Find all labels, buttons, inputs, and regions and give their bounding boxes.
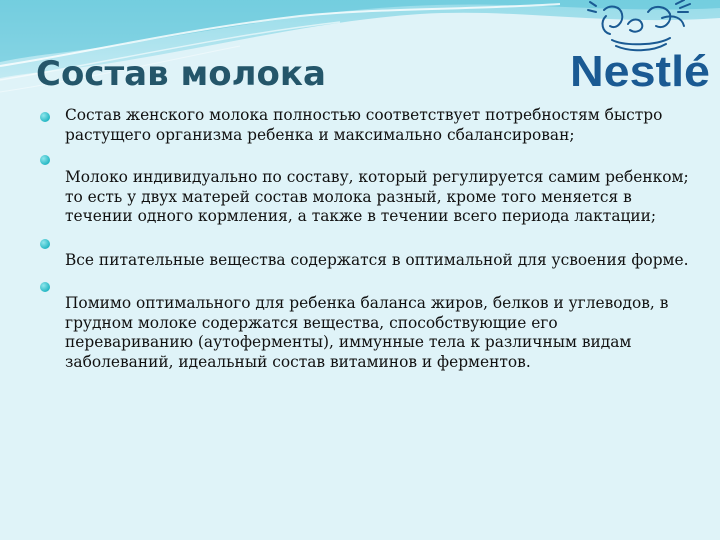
- bullet-icon: [40, 155, 50, 165]
- bullet-list: [40, 106, 690, 372]
- bullet-icon: [40, 282, 50, 292]
- bullet-text: Помимо оптимального для ребенка баланса жиров, белков и углеводов, в грудном молоке содержатся вещества, способствующие его перевариванию (аутоферменты), иммунные тела к различным видам заболеваний, идеальный состав витаминов и ферментов.: [65, 294, 669, 371]
- bullet-icon: [40, 239, 50, 249]
- bullet-text: Состав женского молока полностью соответствует потребностям быстро растущего организма ребенка и максимально сбалансирован;: [65, 106, 663, 144]
- list-item: [40, 276, 690, 372]
- logo-wordmark: Nestlé: [570, 47, 710, 96]
- nestle-logo: [566, 0, 718, 96]
- nest-birds-icon: [588, 0, 690, 50]
- bullet-text: Молоко индивидуально по составу, который регулируется самим ребенком; то есть у двух матерей состав молока разный, кроме того меняется в течении одного кормления, а также в течении всего периода лактации;: [65, 168, 689, 225]
- list-item: [40, 106, 690, 145]
- list-item: [40, 149, 690, 227]
- bullet-icon: [40, 112, 50, 122]
- slide-title: Состав молока: [36, 54, 326, 94]
- bullet-text: Все питательные вещества содержатся в оптимальной для усвоения форме.: [65, 250, 689, 269]
- list-item: [40, 233, 690, 271]
